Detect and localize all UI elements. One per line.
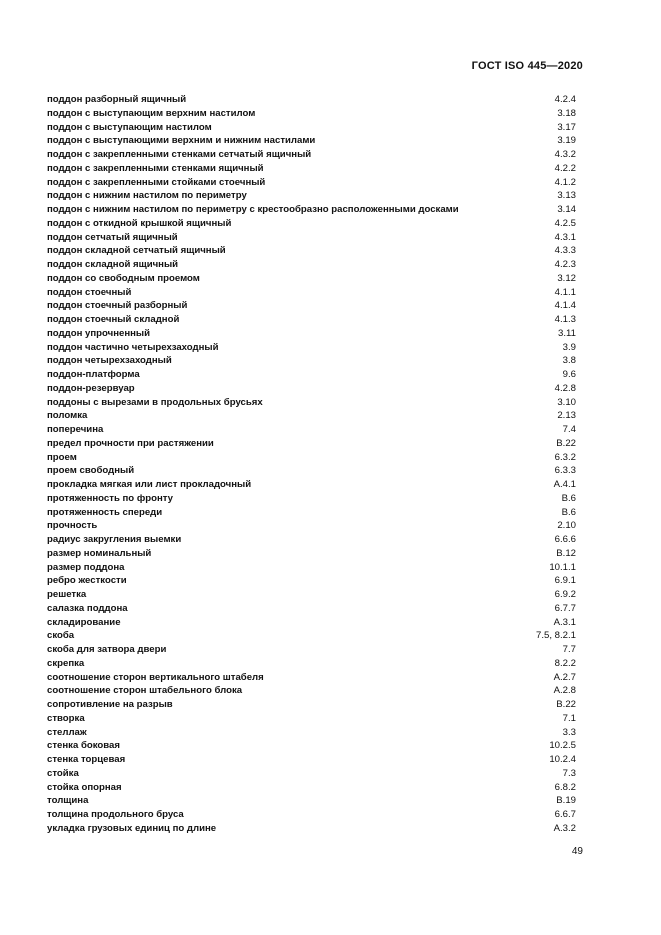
index-term: скрепка (47, 657, 85, 669)
index-reference: 6.6.7 (554, 809, 576, 820)
index-entry (47, 822, 576, 836)
index-entry (47, 134, 576, 148)
index-reference: 4.1.3 (554, 314, 576, 325)
index-term: стенка торцевая (47, 754, 126, 765)
page-number: 49 (571, 846, 583, 857)
index-reference: 10.1.1 (549, 561, 576, 573)
index-term: протяженность по фронту (47, 492, 174, 504)
index-reference: 3.11 (558, 327, 576, 339)
alphabetical-index (47, 93, 576, 836)
index-term: поддон с выступающим настилом (47, 121, 212, 133)
index-reference: 4.2.2 (554, 162, 576, 174)
index-term: поддон-платформа (47, 369, 140, 380)
index-term: прокладка мягкая или лист прокладочный (47, 479, 252, 490)
index-entry (47, 533, 576, 547)
index-reference: В.6 (561, 492, 576, 504)
index-reference: 3.12 (557, 272, 576, 284)
index-reference: 4.2.4 (554, 94, 576, 105)
index-entry (47, 492, 576, 506)
index-reference: 3.9 (562, 341, 576, 353)
index-term: поддоны с вырезами в продольных брусьях (47, 396, 263, 408)
index-term: поддон складной ящичный (47, 259, 179, 270)
index-term: предел прочности при растяжении (47, 437, 214, 449)
index-entry (47, 286, 576, 300)
index-term: поддон стоечный разборный (47, 300, 188, 312)
index-entry (47, 121, 576, 135)
index-entry (47, 767, 576, 781)
index-entry (47, 808, 576, 822)
index-term: соотношение сторон вертикального штабеля (47, 671, 264, 683)
index-term: поддон частично четырехзаходный (47, 341, 219, 353)
index-reference: А.2.8 (553, 685, 576, 697)
index-entry (47, 176, 576, 190)
index-reference: А.2.7 (553, 671, 576, 683)
index-term: поддон с закрепленными стенками сетчатый ящичный (47, 149, 312, 160)
index-entry (47, 519, 576, 533)
index-term: поддон сетчатый ящичный (47, 231, 178, 243)
index-term: поддон со свободным проемом (47, 272, 200, 284)
index-term: поперечина (47, 424, 104, 435)
index-entry (47, 781, 576, 795)
index-entry (47, 451, 576, 465)
index-term: поломка (47, 410, 88, 422)
index-term: толщина продольного бруса (47, 809, 184, 820)
index-reference: А.3.2 (553, 822, 576, 834)
index-reference: 7.4 (562, 424, 576, 435)
index-reference: 8.2.2 (554, 657, 576, 669)
index-term: салазка поддона (47, 602, 128, 614)
index-reference: 9.6 (562, 369, 576, 380)
index-term: решетка (47, 589, 87, 600)
index-entry (47, 698, 576, 712)
index-entry (47, 299, 576, 313)
index-term: поддон разборный ящичный (47, 94, 187, 105)
index-entry (47, 203, 576, 217)
index-entry (47, 217, 576, 231)
index-term: толщина (47, 795, 89, 807)
index-term: поддон четырехзаходный (47, 355, 172, 367)
index-term: складирование (47, 616, 121, 628)
index-term: стеллаж (47, 726, 87, 738)
index-reference: 2.13 (557, 410, 576, 422)
index-reference: 6.9.2 (554, 589, 576, 600)
index-entry (47, 629, 576, 643)
index-entry (47, 437, 576, 451)
index-reference: А.4.1 (553, 479, 576, 490)
index-entry (47, 588, 576, 602)
index-entry (47, 794, 576, 808)
index-entry (47, 341, 576, 355)
index-reference: 6.3.2 (554, 451, 576, 463)
index-reference: В.6 (561, 506, 576, 518)
index-entry (47, 753, 576, 767)
index-term: радиус закругления выемки (47, 534, 182, 545)
index-entry (47, 162, 576, 176)
index-entry (47, 231, 576, 245)
index-reference: В.12 (556, 547, 576, 559)
index-term: поддон-резервуар (47, 382, 135, 394)
index-reference: 3.10 (557, 396, 576, 408)
index-entry (47, 313, 576, 327)
index-term: стенка боковая (47, 740, 120, 752)
index-reference: 4.2.3 (554, 259, 576, 270)
index-entry (47, 684, 576, 698)
index-reference: 6.7.7 (554, 602, 576, 614)
index-reference: 2.10 (557, 520, 576, 532)
index-term: ребро жесткости (47, 575, 127, 587)
index-term: поддон упрочненный (47, 327, 151, 339)
index-entry (47, 272, 576, 286)
index-term: поддон с нижним настилом по периметру с крестообразно расположенными досками (47, 204, 459, 215)
index-reference: 3.8 (562, 355, 576, 367)
index-term: протяженность спереди (47, 506, 163, 518)
index-term: поддон с откидной крышкой ящичный (47, 217, 232, 229)
index-reference: 10.2.5 (549, 740, 576, 752)
index-term: поддон стоечный (47, 286, 132, 298)
index-entry (47, 478, 576, 492)
index-entry (47, 739, 576, 753)
index-reference: В.22 (556, 437, 576, 449)
index-term: поддон с выступающим верхним настилом (47, 107, 256, 119)
index-reference: 6.3.3 (554, 465, 576, 477)
index-entry (47, 657, 576, 671)
index-entry (47, 423, 576, 437)
index-reference: 7.1 (562, 712, 576, 724)
index-entry (47, 368, 576, 382)
index-entry (47, 189, 576, 203)
index-term: поддон стоечный складной (47, 314, 180, 325)
index-term: стойка (47, 767, 79, 779)
index-term: проем (47, 451, 77, 463)
index-term: поддон с нижним настилом по периметру (47, 190, 247, 202)
index-entry (47, 382, 576, 396)
index-term: укладка грузовых единиц по длине (47, 822, 217, 834)
index-reference: А.3.1 (553, 616, 576, 628)
index-entry (47, 547, 576, 561)
index-entry (47, 643, 576, 657)
index-term: соотношение сторон штабельного блока (47, 685, 243, 697)
index-term: прочность (47, 520, 98, 532)
index-term: поддон складной сетчатый ящичный (47, 245, 226, 257)
index-entry (47, 409, 576, 423)
index-entry (47, 726, 576, 740)
index-entry (47, 244, 576, 258)
index-reference: 3.19 (557, 135, 576, 147)
index-term: поддон с закрепленными стенками ящичный (47, 162, 264, 174)
index-term: стойка опорная (47, 781, 122, 793)
index-reference: 4.3.1 (554, 231, 576, 243)
index-entry (47, 574, 576, 588)
index-reference: 7.3 (562, 767, 576, 779)
index-entry (47, 327, 576, 341)
index-reference: 3.18 (557, 107, 576, 119)
index-term: сопротивление на разрыв (47, 699, 173, 710)
index-reference: 4.1.4 (554, 300, 576, 312)
index-reference: 3.13 (557, 190, 576, 202)
index-reference: В.19 (556, 795, 576, 807)
index-entry (47, 148, 576, 162)
index-reference: 6.9.1 (554, 575, 576, 587)
index-reference: 4.2.8 (554, 382, 576, 394)
index-term: скоба (47, 630, 75, 642)
document-header: ГОСТ ISO 445—2020 (471, 60, 583, 72)
index-reference: 4.3.2 (554, 149, 576, 160)
index-entry (47, 506, 576, 520)
index-reference: 4.1.2 (554, 176, 576, 188)
index-entry (47, 616, 576, 630)
index-reference: В.22 (556, 699, 576, 710)
index-entry (47, 258, 576, 272)
index-entry (47, 464, 576, 478)
index-entry (47, 561, 576, 575)
index-entry (47, 107, 576, 121)
index-entry (47, 354, 576, 368)
index-term: размер поддона (47, 561, 125, 573)
index-reference: 10.2.4 (549, 754, 576, 765)
index-entry (47, 712, 576, 726)
index-entry (47, 93, 576, 107)
index-entry (47, 602, 576, 616)
index-term: поддон с выступающими верхним и нижним настилами (47, 135, 316, 147)
index-term: створка (47, 712, 85, 724)
index-term: скоба для затвора двери (47, 644, 167, 655)
index-term: проем свободный (47, 465, 135, 477)
index-reference: 3.14 (557, 204, 576, 215)
index-term: размер номинальный (47, 547, 152, 559)
index-reference: 6.8.2 (554, 781, 576, 793)
index-reference: 7.7 (562, 644, 576, 655)
index-entry (47, 396, 576, 410)
index-entry (47, 671, 576, 685)
index-reference: 4.2.5 (554, 217, 576, 229)
index-reference: 4.3.3 (554, 245, 576, 257)
index-reference: 3.3 (562, 726, 576, 738)
index-reference: 7.5, 8.2.1 (535, 630, 576, 642)
index-reference: 6.6.6 (554, 534, 576, 545)
index-term: поддон с закрепленными стойками стоечный (47, 176, 266, 188)
index-reference: 4.1.1 (554, 286, 576, 298)
index-reference: 3.17 (557, 121, 576, 133)
